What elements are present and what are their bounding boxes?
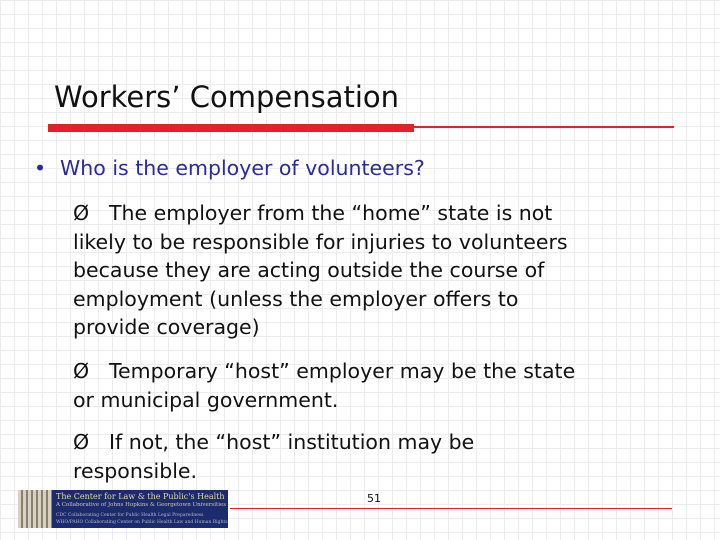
center-logo xyxy=(18,490,228,528)
sub-bullet-1-line-2: likely to be responsible for injuries to volunteers xyxy=(73,229,568,254)
sub-bullet-1-line-4: employment (unless the employer offers to xyxy=(73,286,519,311)
main-bullet-text: Who is the employer of volunteers? xyxy=(60,156,425,180)
sub-bullet-2 xyxy=(73,357,673,414)
slide-title: Workers’ Compensation xyxy=(54,80,400,114)
sub-bullet-1 xyxy=(73,199,673,342)
arrow-bullet-icon: Ø xyxy=(73,359,90,383)
logo-line-3: CDC Collaborating Center for Public Health Legal Preparedness xyxy=(56,513,204,518)
sub-bullet-1-line-5: provide coverage) xyxy=(73,315,260,340)
arrow-bullet-icon: Ø xyxy=(73,430,90,454)
sub-bullet-2-line-2: or municipal government. xyxy=(73,387,339,412)
pillars-icon xyxy=(18,490,52,528)
logo-line-2: A Collaborative of Johns Hopkins & Georgetown Universities xyxy=(56,502,227,508)
page-number: 51 xyxy=(367,492,381,505)
footer-rule xyxy=(230,508,672,509)
arrow-bullet-icon: Ø xyxy=(73,201,90,225)
sub-bullet-3-line-2: responsible. xyxy=(73,458,198,483)
bullet-dot: • xyxy=(34,156,47,180)
logo-line-1: The Center for Law & the Public's Health xyxy=(56,492,225,501)
sub-bullet-1-line-3: because they are acting outside the course of xyxy=(73,258,545,283)
sub-bullet-1-line-1: The employer from the “home” state is not xyxy=(109,201,553,225)
title-underline xyxy=(48,126,674,128)
main-bullet xyxy=(34,156,425,180)
sub-bullet-3 xyxy=(73,428,673,485)
logo-line-4: WHO/PAHO Collaborating Center on Public Health Law and Human Rights xyxy=(56,520,228,525)
sub-bullet-3-line-1: If not, the “host” institution may be xyxy=(109,430,475,454)
sub-bullet-2-line-1: Temporary “host” employer may be the state xyxy=(109,359,576,383)
